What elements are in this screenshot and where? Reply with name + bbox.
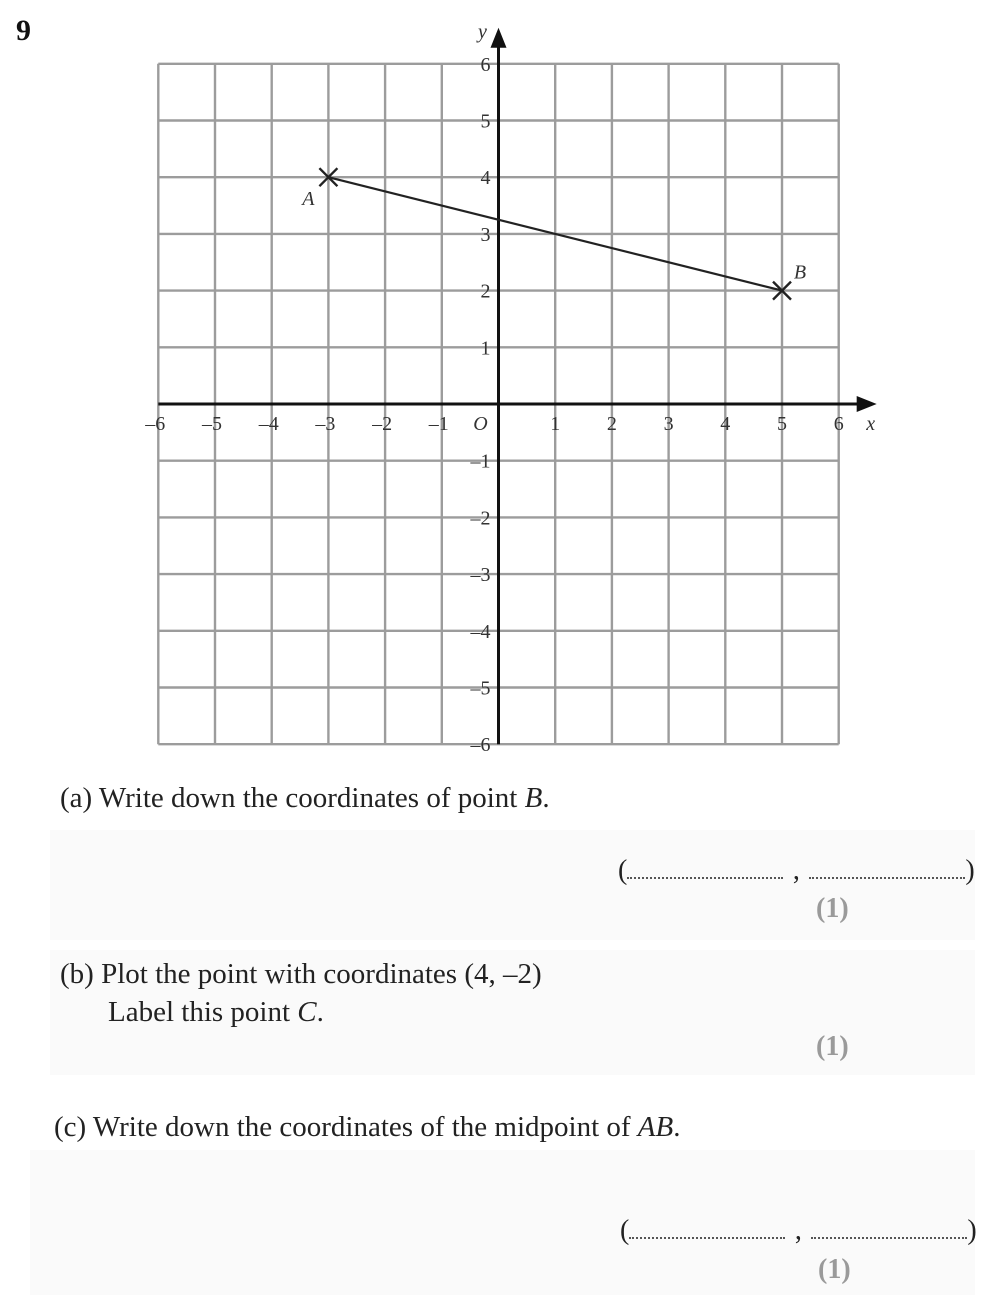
y-tick-label: 6 xyxy=(480,53,491,76)
part-b-letter: (b) xyxy=(60,958,94,990)
y-tick-label: 5 xyxy=(480,110,491,133)
y-tick-label: 4 xyxy=(480,167,491,190)
y-tick-label: 3 xyxy=(480,223,491,246)
y-tick-label: –2 xyxy=(470,507,491,530)
x-axis-label: x xyxy=(866,413,876,435)
x-tick-label: 3 xyxy=(663,413,674,435)
part-c-y-answer-field[interactable] xyxy=(811,1217,967,1239)
point-b-label: B xyxy=(793,261,807,284)
part-a-answer xyxy=(618,855,975,887)
x-tick-label: 5 xyxy=(777,413,787,435)
y-tick-label: 2 xyxy=(480,280,491,303)
part-c-marks: (1) xyxy=(818,1254,851,1285)
x-tick-label: –2 xyxy=(372,413,393,435)
x-tick-label: –6 xyxy=(145,413,166,435)
y-tick-label: –1 xyxy=(470,450,491,473)
part-b-suffix: . xyxy=(316,996,324,1028)
part-b-marks: (1) xyxy=(816,1031,849,1062)
origin-label: O xyxy=(473,413,488,435)
part-a-open-paren: ( xyxy=(618,855,628,886)
y-tick-label: –5 xyxy=(470,677,491,700)
part-c-close-paren: ) xyxy=(967,1215,977,1246)
part-a-y-answer-field[interactable] xyxy=(809,857,965,879)
x-tick-label: 4 xyxy=(720,413,731,435)
part-a-comma: , xyxy=(792,855,800,886)
y-axis-label: y xyxy=(478,20,487,43)
part-a-text: Write down the coordinates of point xyxy=(98,782,525,814)
x-tick-label: –4 xyxy=(258,413,279,435)
question-number: 9 xyxy=(16,14,31,47)
x-tick-label: –3 xyxy=(315,413,336,435)
part-a-suffix: . xyxy=(542,782,550,814)
part-c-letter: (c) xyxy=(54,1111,87,1143)
part-c-x-answer-field[interactable] xyxy=(629,1217,785,1239)
part-b-question-line2 xyxy=(108,996,324,1029)
part-a-marks: (1) xyxy=(816,893,849,924)
part-a-x-answer-field[interactable] xyxy=(627,857,783,879)
part-a-close-paren: ) xyxy=(965,855,975,886)
x-axis-arrow-icon xyxy=(857,396,877,412)
part-c-suffix: . xyxy=(673,1111,681,1143)
y-tick-label: –4 xyxy=(470,620,491,643)
part-b-line2-text: Label this point xyxy=(108,996,298,1028)
part-c-text: Write down the coordinates of the midpoint of xyxy=(92,1111,638,1143)
x-tick-label: 6 xyxy=(833,413,844,435)
x-tick-label: –5 xyxy=(202,413,222,435)
part-b-question xyxy=(60,958,542,991)
part-c-comma: , xyxy=(794,1215,802,1246)
part-c-open-paren: ( xyxy=(620,1215,630,1246)
part-a-question xyxy=(60,782,550,815)
y-axis-arrow-icon xyxy=(491,28,507,48)
part-c-question xyxy=(54,1111,680,1144)
y-tick-label: 1 xyxy=(480,337,491,360)
y-tick-label: –6 xyxy=(470,734,491,757)
part-a-letter: (a) xyxy=(60,782,93,814)
x-tick-label: 1 xyxy=(550,413,561,435)
x-tick-label: –1 xyxy=(428,413,449,435)
y-tick-label: –3 xyxy=(470,564,491,587)
part-c-answer xyxy=(620,1215,977,1247)
part-b-line1: Plot the point with coordinates (4, –2) xyxy=(101,958,542,990)
point-a-label: A xyxy=(302,188,315,211)
x-tick-label: 2 xyxy=(606,413,617,435)
part-c-segment-name: AB xyxy=(637,1111,674,1143)
part-a-point-name: B xyxy=(524,782,543,814)
part-b-point-name: C xyxy=(297,996,317,1028)
